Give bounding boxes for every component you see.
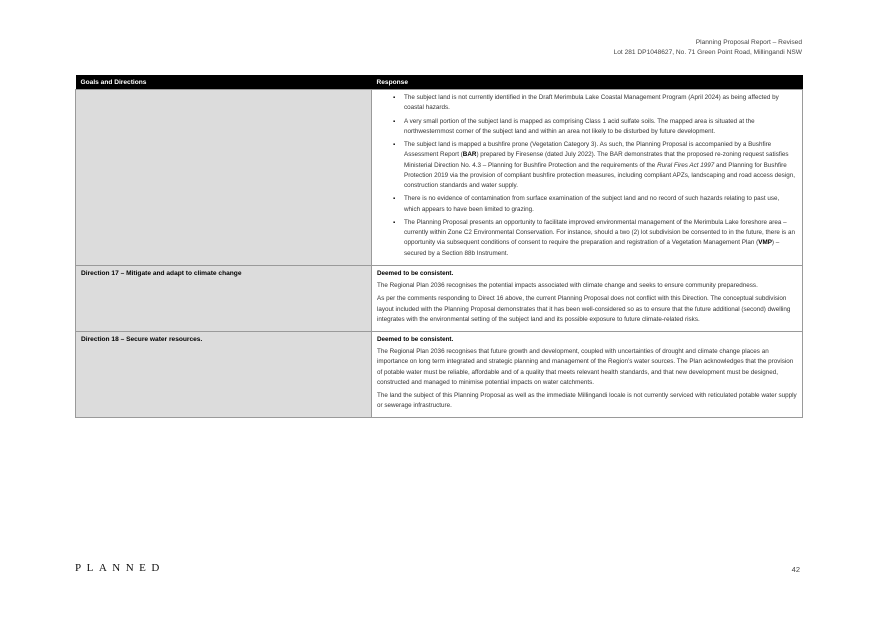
response-cell — [372, 265, 803, 331]
response-paragraph: The Regional Plan 2036 recognises the potential impacts associated with climate change and seeks to ensure community preparedness. — [377, 282, 758, 290]
bar-abbreviation: BAR — [462, 151, 477, 159]
table-row — [76, 265, 803, 331]
consistency-heading: Deemed to be consistent. — [377, 336, 454, 343]
bullet-contamination: ▪ There is no evidence of contamination from surface examination of the subject land and no record of such hazards relating to past use, which appears to have been limited to grazing. — [377, 194, 797, 214]
column-header-response: Response — [372, 75, 803, 90]
column-header-goals: Goals and Directions — [76, 75, 372, 90]
response-bullet-list — [377, 93, 797, 259]
goal-cell-empty — [76, 90, 372, 266]
page-number: 42 — [791, 565, 800, 574]
table-header-row — [76, 75, 803, 90]
bullet-coastal: ▪ The subject land is not currently identified in the Draft Merimbula Lake Coastal Management Program (April 2024) as being affected by coastal hazards. — [377, 93, 797, 113]
goal-direction-18: Direction 18 – Secure water resources. — [76, 332, 372, 418]
goal-direction-17: Direction 17 – Mitigate and adapt to climate change — [76, 265, 372, 331]
response-paragraph: The Regional Plan 2036 recognises that future growth and development, coupled with uncertainties of drought and climate change places an importance on long term integrated and strategic planning and management of the Region’s water sources. The Plan acknowledges that the provision of potable water must be reliable, affordable and of a quality that meets relevant health standards, and that new development must be designed, constructed and managed to minimise potential impacts on water catchments. — [377, 348, 794, 386]
response-cell — [372, 332, 803, 418]
table-row — [76, 90, 803, 266]
act-title: Rural Fires Act 1997 — [657, 161, 715, 169]
bullet-vegetation: ▪ The Planning Proposal presents an opportunity to facilitate improved environmental management of the Merimbula Lake foreshore area – currently within Zone C2 Environmental Conservation. For instance, should a two (2) lot subdivision be consented to in the future, there is an opportunity via subsequent conditions of consent to require the preparation and registration of a Vegetation Management Plan (VMP) – secured by a Section 88b Instrument. — [377, 218, 797, 259]
page-header — [614, 38, 802, 58]
consistency-heading: Deemed to be consistent. — [377, 269, 454, 277]
planned-logo: PLANNED — [75, 562, 165, 574]
site-address: Lot 281 DP1048627, No. 71 Green Point Road, Millingandi NSW — [613, 49, 802, 56]
response-paragraph: The land the subject of this Planning Proposal as well as the immediate Millingandi locale is not currently serviced with reticulated potable water supply or sewerage infrastructure. — [377, 392, 797, 410]
table-row — [76, 332, 803, 418]
response-paragraph: As per the comments responding to Direct 16 above, the current Planning Proposal does not conflict with this Direction. The conceptual subdivision layout included with the Planning Proposal demonstrates that it has been well-considered so as to ensure that the future additional (second) dwelling integrates with the environmental setting of the subject land and its possible exposure to future climate-related risks. — [377, 295, 791, 323]
bullet-bushfire: ▪ The subject land is mapped a bushfire prone (Vegetation Category 3). As such, the Planning Proposal is accompanied by a Bushfire Assessment Report (BAR) prepared by Firesense (dated July 2022). The BAR demonstrates that the proposed re-zoning request satisfies Ministerial Direction No. 4.3 – Planning for Bushfire Protection and the requirements of the Rural Fires Act 1997 and Planning for Bushfire Protection 2019 via the provision of compliant bushfire protection measures, including compliant APZs, landscaping and road access design, construction standards and water supply. — [377, 140, 797, 191]
goals-table — [75, 75, 803, 418]
vmp-abbreviation: VMP — [758, 239, 772, 247]
bullet-acid-sulfate: ▪ A very small portion of the subject land is mapped as comprising Class 1 acid sulfate soils. The mapped area is situated at the northwesternmost corner of the subject land and within an area not likely to be disturbed by future development. — [377, 117, 797, 137]
report-title: Planning Proposal Report – Revised — [695, 39, 802, 46]
response-cell — [372, 90, 803, 266]
